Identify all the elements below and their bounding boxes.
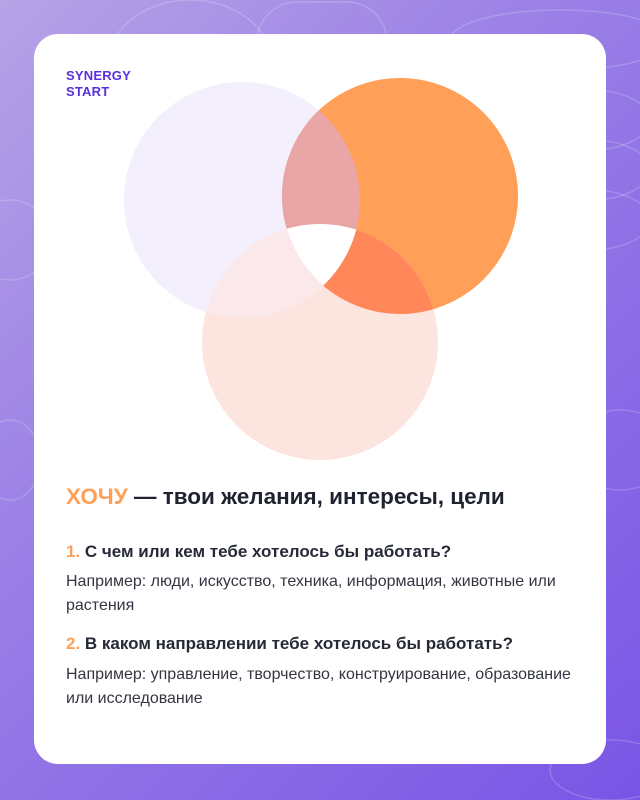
question-2-example: Например: управление, творчество, конструирование, образование или исследование xyxy=(66,666,571,707)
logo-line-1: SYNERGY xyxy=(66,68,131,83)
question-2 xyxy=(66,634,513,654)
question-text: В каком направлении тебе хотелось бы работать? xyxy=(80,634,513,653)
question-1-example: Например: люди, искусство, техника, информация, животные или растения xyxy=(66,573,556,614)
heading-accent: ХОЧУ xyxy=(66,484,128,509)
question-1 xyxy=(66,542,451,562)
question-number: 1. xyxy=(66,542,81,561)
card xyxy=(34,34,606,764)
heading xyxy=(66,484,505,510)
logo-line-2: START xyxy=(66,84,110,99)
question-text: С чем или кем тебе хотелось бы работать? xyxy=(80,542,452,561)
venn-diagram xyxy=(34,34,606,474)
question-number: 2. xyxy=(66,634,81,653)
heading-rest: — твои желания, интересы, цели xyxy=(127,484,505,509)
